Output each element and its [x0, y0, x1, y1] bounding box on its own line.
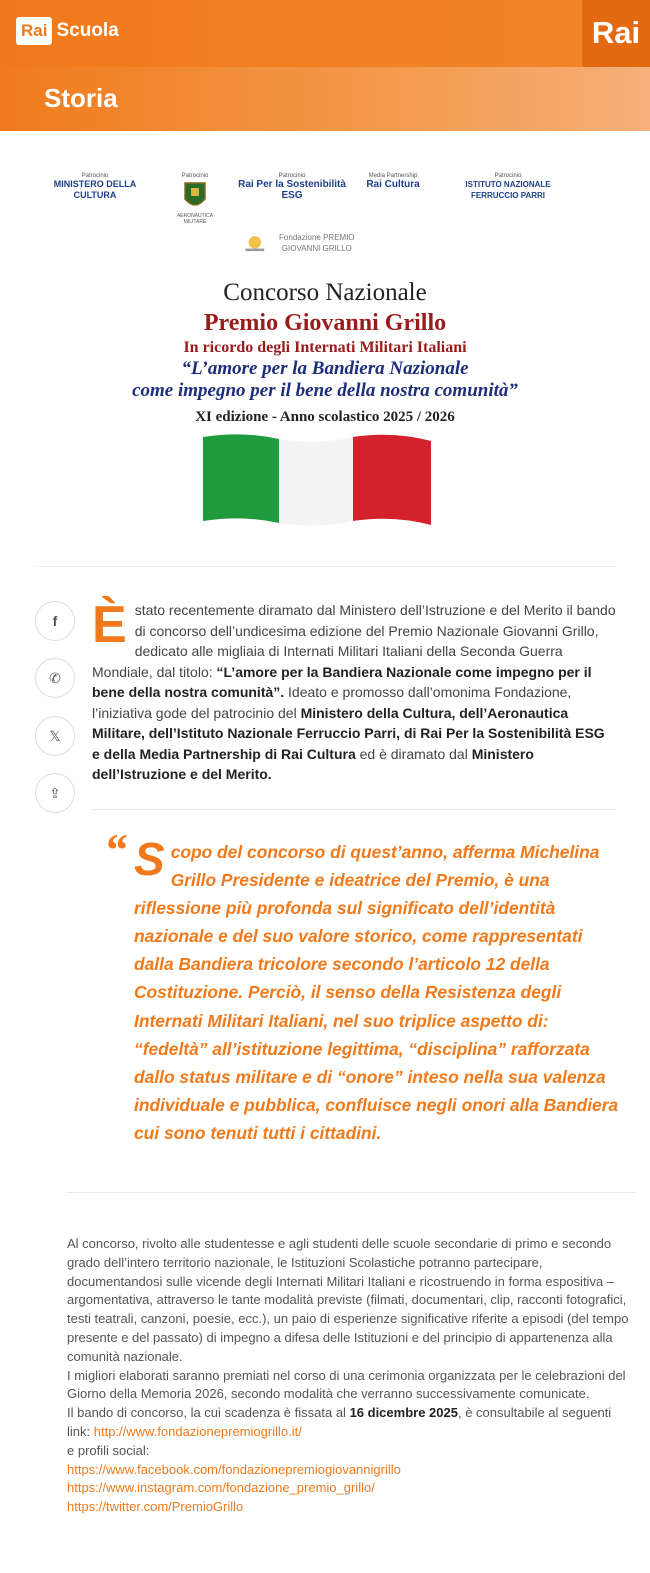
italian-flag	[203, 431, 433, 527]
share-x-button[interactable]	[35, 716, 75, 756]
logo-aeronautica	[171, 173, 219, 225]
share-icon: ⇪	[49, 784, 61, 801]
logo-caption: Patrocinio	[81, 173, 109, 179]
quote-drop-cap: S	[134, 833, 165, 885]
deadline-date: 16 dicembre 2025	[349, 1405, 458, 1421]
contest-motto-line-2: come impegno per il bene della nostra comunità”	[132, 380, 518, 401]
aeronautica-crest-icon	[182, 179, 208, 213]
article-lead	[92, 596, 616, 785]
facebook-icon: f	[52, 613, 58, 629]
logo-caption: Patrocinio	[181, 173, 209, 179]
body-text: Il bando di concorso, la cui scadenza è fissata al	[67, 1405, 350, 1421]
contest-title: Concorso Nazionale	[223, 279, 427, 306]
logo-ministero-cultura	[49, 173, 141, 201]
share-generic-button[interactable]	[35, 773, 75, 813]
share-whatsapp-button[interactable]	[35, 658, 75, 698]
logo-caption: Patrocinio	[494, 173, 522, 179]
logo-caption: Patrocinio	[278, 173, 306, 179]
logo-ferruccio-parri	[448, 173, 568, 201]
body-paragraph: Al concorso, rivolto alle studentesse e agli studenti delle scuole secondarie di primo e secondo grado dell’intero territorio nazionale, le Istituzioni Scolastiche potranno partecipare, documentandosi sulle vicende degli Internati Militari Italiani e ricostruendo in forma espositiva – argomentativa, attraverso le tante modalità previste (filmati, documentari, clip, racconti fotografici, testi teatrali, canzoni, poesie, ecc.), un paio di esperienze significative riferite a episodi (del tempo presente e del passato) di impegno a difesa delle Istituzioni e del principio di appartenenza alla comunità nazionale.	[67, 1236, 629, 1364]
contest-subtitle: In ricordo degli Internati Militari Italiani	[183, 339, 467, 356]
body-paragraph: e profili social:	[67, 1442, 150, 1458]
divider	[92, 809, 616, 810]
lead-text: stato recentemente diramato dal Ministero dell’Istruzione e del Merito il bando di concorso dell’undicesima edizione del Premio Nazionale Giovanni Grillo, dedicato alle migliaia di Internati Militari Italiani della Seconda Guerra Mondiale, dal titolo:	[92, 602, 616, 680]
contest-name: Premio Giovanni Grillo	[203, 310, 447, 336]
fondazione-link[interactable]: http://www.fondazionepremiogrillo.it/	[93, 1423, 302, 1439]
divider	[67, 1192, 635, 1193]
logo-mark: Rai Cultura	[366, 179, 420, 190]
logo-rai-esg	[230, 173, 354, 201]
sun-icon	[243, 228, 267, 258]
logo-mark: Rai Per la Sostenibilità ESG	[238, 179, 346, 201]
contest-title-block	[33, 278, 617, 428]
section-title[interactable]: Storia	[44, 83, 118, 113]
hero-image	[33, 153, 617, 563]
quote-text: copo del concorso di quest’anno, afferma Michelina Grillo Presidente e ideatrice del Premio, è una riflessione più profonda sul significato dell’identità nazionale e del suo valore storico, come rappresentati dalla Bandiera tricolore secondo l’articolo 12 della Costituzione. Perciò, il senso della Resistenza degli Internati Militari Italiani, nel suo triplice aspetto di: “fedeltà” all’istituzione legittima, “disciplina” rafforzata dallo status militare e di “onore” inteso nella sua valenza individuale e pubblica, confluisce negli onori alla Bandiera cui sono tenuti tutti i cittadini.	[134, 842, 619, 1143]
logo-mark: AERONAUTICA MILITARE	[176, 213, 214, 225]
brand-box: Rai	[16, 17, 52, 45]
lead-title: “L’amore per la Bandiera Nazionale come impegno per il bene della nostra comunità”.	[92, 663, 592, 700]
logo-fondazione-grillo	[243, 228, 363, 258]
share-facebook-button[interactable]	[35, 601, 75, 641]
drop-cap: È	[92, 596, 127, 654]
body-paragraph: I migliori elaborati saranno premiati nel corso di una cerimonia organizzata per le celebrazioni del Giorno della Memoria 2026, secondo modalità che verranno successivamente comunicate.	[67, 1367, 626, 1402]
contest-motto-line-1: “L’amore per la Bandiera Nazionale	[181, 358, 469, 379]
twitter-link[interactable]: https://twitter.com/PremioGrillo	[67, 1499, 244, 1515]
instagram-link[interactable]: https://www.instagram.com/fondazione_premio_grillo/	[67, 1480, 375, 1496]
x-icon: 𝕏	[49, 727, 61, 744]
section-header	[0, 67, 650, 131]
logo-caption: Media Partnership	[368, 173, 418, 179]
lead-ministry: Ministero dell’Istruzione e del Merito.	[92, 745, 534, 782]
lead-text: ed è diramato dal	[355, 745, 472, 762]
article-body	[67, 1235, 632, 1517]
logo-mark: Fondazione PREMIO GIOVANNI GRILLO	[279, 233, 355, 253]
rai-scuola-logo[interactable]	[16, 17, 119, 45]
top-header	[0, 0, 650, 67]
divider	[33, 566, 617, 567]
body-text: , è consultabile al seguenti link:	[67, 1405, 612, 1439]
rai-logo[interactable]: Rai	[582, 0, 650, 67]
whatsapp-icon: ✆	[49, 669, 61, 686]
brand-text: Scuola	[56, 20, 119, 41]
logo-mark: ISTITUTO NAZIONALE FERRUCCIO PARRI	[465, 180, 551, 200]
lead-patrons: Ministero della Cultura, dell’Aeronautica Militare, dell’Istituto Nazionale Ferruccio Parri, di Rai Per la Sostenibilità ESG e della Media Partnership di Rai Cultura	[92, 704, 605, 762]
contest-edition: XI edizione - Anno scolastico 2025 / 2026	[195, 409, 455, 425]
facebook-link[interactable]: https://www.facebook.com/fondazionepremiogiovannigrillo	[67, 1461, 401, 1477]
logo-mark: MINISTERO DELLA CULTURA	[53, 179, 137, 200]
pull-quote	[134, 833, 624, 1147]
lead-text: Ideato e promosso dall’omonima Fondazione, l’iniziativa gode del patrocinio del	[92, 684, 572, 721]
body-paragraph	[67, 1404, 632, 1442]
logo-rai-cultura	[358, 173, 428, 190]
quote-mark-icon: “	[104, 824, 127, 875]
sponsor-logos	[33, 153, 617, 263]
